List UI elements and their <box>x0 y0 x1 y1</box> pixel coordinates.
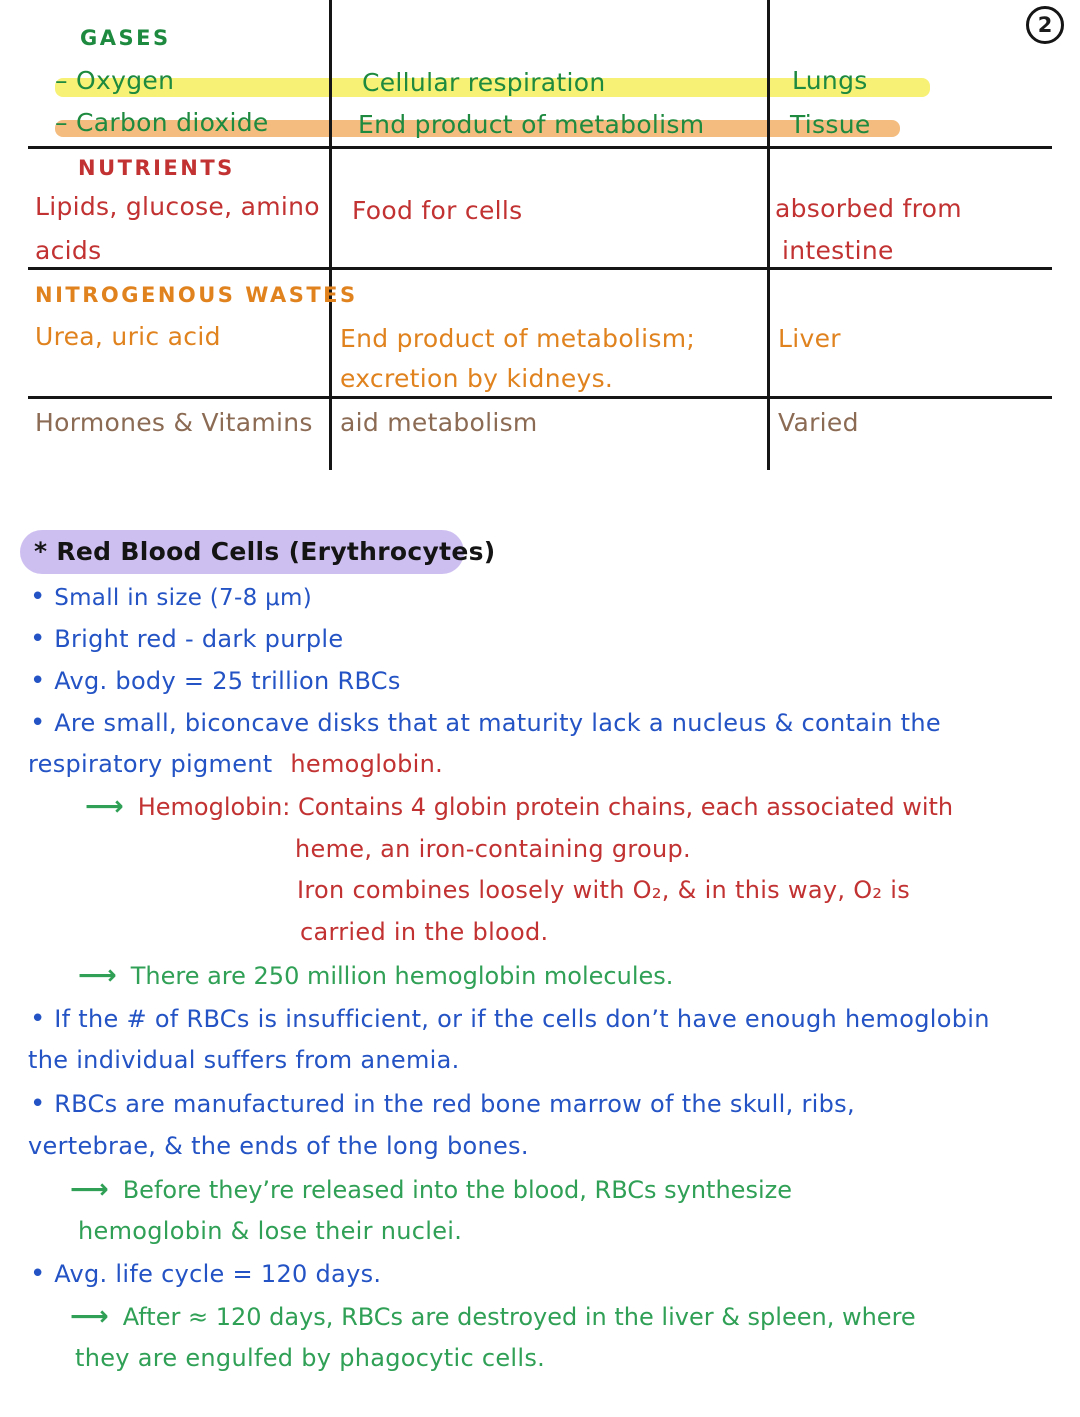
destroyed-note <box>70 1301 916 1332</box>
cell-hormones-function: aid metabolism <box>340 408 538 437</box>
synthesize-note <box>70 1174 792 1205</box>
cell-oxygen-substance: – Oxygen <box>55 66 175 95</box>
table-section-wastes: NITROGENOUS WASTES <box>35 283 358 307</box>
hemoglobin-line4: carried in the blood. <box>300 918 549 946</box>
cell-wastes-function-1: End product of metabolism; <box>340 324 696 353</box>
rbc-bullet-anemia-line1: • If the # of RBCs is insufficient, or if the cells don’t have enough hemoglobin <box>30 1004 990 1035</box>
hemoglobin-line3: Iron combines loosely with O₂, & in this way, O₂ is <box>297 876 911 904</box>
rbc-shape-line2-red: hemoglobin. <box>290 750 444 778</box>
molecules-line: There are 250 million hemoglobin molecules. <box>130 962 674 990</box>
table-row-divider-3 <box>28 396 1052 399</box>
cell-wastes-function-2: excretion by kidneys. <box>340 364 614 393</box>
hemoglobin-note <box>85 791 953 822</box>
rbc-bullet-marrow-line2: vertebrae, & the ends of the long bones. <box>28 1132 529 1160</box>
table-column-divider-1 <box>329 0 332 470</box>
hemoglobin-line2: heme, an iron-containing group. <box>295 835 691 863</box>
cell-hormones-location: Varied <box>778 408 859 437</box>
cell-co2-substance: – Carbon dioxide <box>55 108 269 137</box>
table-column-divider-2 <box>767 0 770 470</box>
cell-co2-function: End product of metabolism <box>358 110 705 139</box>
cell-nutrients-function: Food for cells <box>352 196 523 225</box>
rbc-bullet-anemia-line2: the individual suffers from anemia. <box>28 1046 460 1074</box>
cell-wastes-location: Liver <box>778 324 841 353</box>
rbc-bullet-marrow-line1: • RBCs are manufactured in the red bone marrow of the skull, ribs, <box>30 1089 855 1120</box>
rbc-section-title: * Red Blood Cells (Erythrocytes) <box>34 537 496 566</box>
rbc-bullet-shape-line1: • Are small, biconcave disks that at maturity lack a nucleus & contain the <box>30 708 941 739</box>
arrow-right-icon <box>70 1301 109 1332</box>
page-number-circle <box>1026 6 1064 44</box>
cell-oxygen-function: Cellular respiration <box>362 68 606 97</box>
synthesize-line1: Before they’re released into the blood, RBCs synthesize <box>122 1176 792 1204</box>
rbc-bullet-lifecycle: • Avg. life cycle = 120 days. <box>30 1259 381 1290</box>
cell-co2-location: Tissue <box>790 110 871 139</box>
hemoglobin-line1: Hemoglobin: Contains 4 globin protein chains, each associated with <box>137 793 954 821</box>
cell-nutrients-substance-1: Lipids, glucose, amino <box>35 192 320 221</box>
cell-nutrients-substance-2: acids <box>35 236 102 265</box>
destroyed-line2: they are engulfed by phagocytic cells. <box>75 1344 546 1372</box>
cell-nutrients-location-1: absorbed from <box>775 194 962 223</box>
table-row-divider-2 <box>28 267 1052 270</box>
arrow-right-icon <box>85 791 124 822</box>
cell-nutrients-location-2: intestine <box>782 236 894 265</box>
cell-oxygen-location: Lungs <box>792 66 868 95</box>
synthesize-line2: hemoglobin & lose their nuclei. <box>78 1217 463 1245</box>
arrow-right-icon <box>70 1174 109 1205</box>
molecules-note <box>78 960 673 991</box>
rbc-bullet-shape-line2 <box>28 750 443 779</box>
rbc-bullet-color: • Bright red - dark purple <box>30 624 343 655</box>
cell-hormones-substance: Hormones & Vitamins <box>35 408 313 437</box>
table-section-gases: GASES <box>80 26 171 50</box>
page-number: 2 <box>1037 13 1053 37</box>
table-section-nutrients: NUTRIENTS <box>78 156 235 180</box>
rbc-bullet-size: • Small in size (7-8 μm) <box>30 582 312 613</box>
cell-wastes-substance: Urea, uric acid <box>35 322 221 351</box>
table-row-divider-1 <box>28 146 1052 149</box>
rbc-shape-line2-blue: respiratory pigment <box>28 750 273 778</box>
destroyed-line1: After ≈ 120 days, RBCs are destroyed in the liver & spleen, where <box>122 1303 916 1331</box>
rbc-bullet-count: • Avg. body = 25 trillion RBCs <box>30 666 401 697</box>
arrow-right-icon <box>78 960 117 991</box>
